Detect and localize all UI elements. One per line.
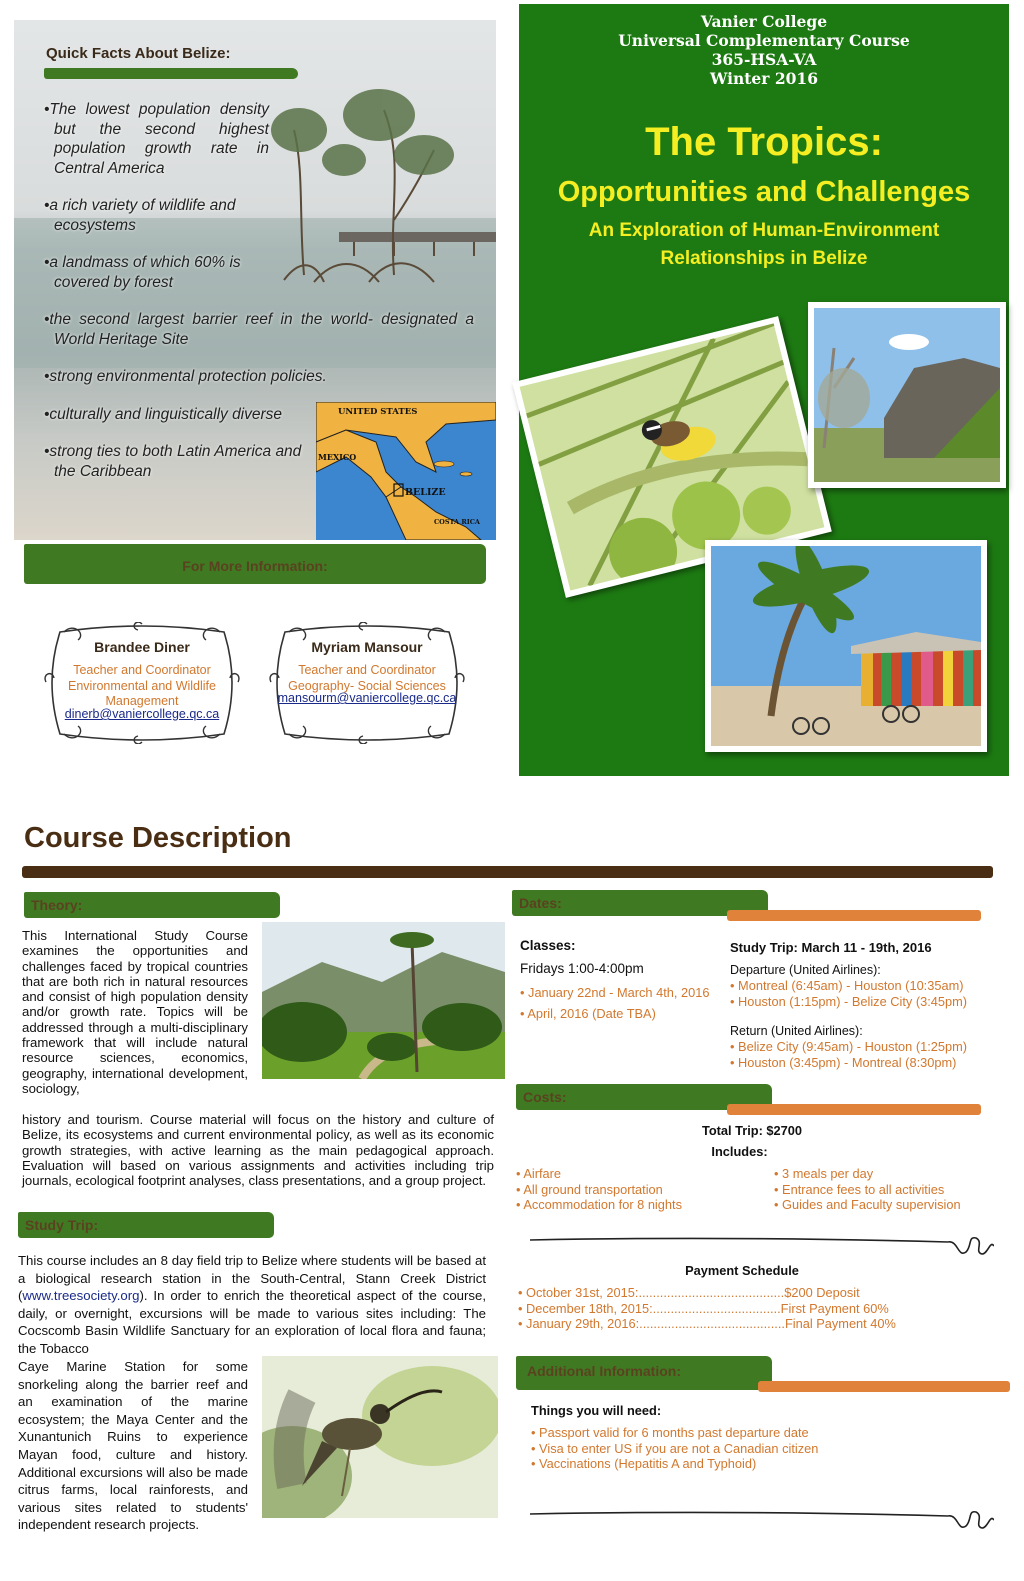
classes-time: Fridays 1:00-4:00pm — [520, 961, 644, 976]
list-item: • Houston (1:15pm) - Belize City (3:45pm) — [730, 993, 968, 1009]
dates-heading: Dates: — [519, 895, 562, 911]
list-item: • Airfare — [516, 1166, 562, 1181]
title-rule — [22, 866, 993, 878]
cover-title: The Tropics: — [645, 120, 883, 164]
contact-card-mansour — [267, 622, 467, 742]
total-trip-cost: Total Trip: $2700 — [701, 1123, 803, 1138]
contact-role: Teacher and Coordinator Geography- Social Sciences — [288, 663, 446, 693]
includes-list-right — [774, 1166, 994, 1213]
contact-email-link[interactable]: dinerb@vaniercollege.qc.ca — [64, 707, 220, 721]
course-term: Winter 2016 — [709, 69, 818, 88]
theory-heading-bar — [24, 892, 280, 918]
college-name: Vanier College — [700, 12, 828, 31]
list-item: • Houston (3:45pm) - Montreal (8:30pm) — [730, 1054, 957, 1070]
study-trip-heading: Study Trip: — [25, 1217, 99, 1233]
contact-role: Teacher and Coordinator Environmental and Wildlife Management — [68, 663, 216, 708]
decorative-divider — [528, 1502, 994, 1540]
list-item: • Accommodation for 8 nights — [516, 1197, 682, 1213]
course-description-title: Course Description — [24, 822, 292, 854]
maya-ruins-photo — [808, 302, 1006, 488]
departure-label: Departure (United Airlines): — [730, 963, 881, 977]
costs-orange-bar — [727, 1104, 981, 1115]
cover-subtitle: Opportunities and Challenges — [557, 176, 971, 208]
includes-list-left — [516, 1166, 756, 1213]
list-item: • Visa to enter US if you are not a Canadian citizen — [531, 1440, 819, 1456]
more-info-title: For More Information: — [182, 558, 328, 574]
departure-list — [730, 978, 990, 1009]
svg-text:MEXICO: MEXICO — [318, 452, 357, 462]
things-needed-label: Things you will need: — [531, 1403, 662, 1418]
fact-item: •the second largest barrier reef in the world- designated a World Heritage Site — [44, 311, 474, 348]
payment-schedule-title: Payment Schedule — [685, 1263, 799, 1278]
course-code: 365-HSA-VA — [711, 50, 817, 69]
list-item: • January 22nd - March 4th, 2016 — [520, 985, 710, 1000]
list-item: • April, 2016 (Date TBA) — [520, 1006, 656, 1021]
study-trip-text-wrap: Caye Marine Station for some snorkeling along the barrier reef and an examination of the marine ecosystem; the Maya Center and the Xunantunich Ruins to experience Mayan food, culture and history. Additional excursions will also be made citrus farms, local rainforests, and various sites related to students' independent research projects. — [18, 1359, 248, 1533]
fact-item: •The lowest population density but the second highest population growth rate in Central America — [44, 101, 269, 177]
hummingbird-photo — [262, 1356, 498, 1518]
return-list — [730, 1039, 990, 1070]
svg-text:BELIZE: BELIZE — [405, 487, 446, 498]
things-needed-list — [531, 1425, 931, 1472]
study-trip-heading-bar — [18, 1212, 274, 1238]
costs-heading: Costs: — [523, 1089, 567, 1105]
return-label: Return (United Airlines): — [730, 1024, 863, 1038]
fact-item: •strong ties to both Latin America and the Caribbean — [44, 443, 302, 480]
classes-label: Classes: — [520, 938, 576, 953]
list-item: • Vaccinations (Hepatitis A and Typhoid) — [531, 1456, 757, 1472]
quick-facts-title: Quick Facts About Belize: — [46, 45, 231, 62]
decorative-divider — [528, 1228, 994, 1260]
fact-item: •strong environmental protection policies. — [44, 368, 327, 385]
theory-heading: Theory: — [31, 897, 83, 913]
svg-text:UNITED STATES: UNITED STATES — [338, 407, 418, 417]
fact-item: •a landmass of which 60% is covered by forest — [44, 254, 241, 291]
study-trip-text: This course includes an 8 day field trip to Belize where students will be based at a biological research station in the South-Central, Stann Creek District (www.treesociety.org). In order to enrich the theoretical aspect of the course, daily, or overnight, excursions will be made to various sites including: The Cocscomb Basin Wildlife Sanctuary for an exploration of local flora and fauna; the Tobacco — [18, 1253, 486, 1356]
title-underline-bar — [44, 68, 298, 79]
theory-text-wrap: This International Study Course examines the opportunities and challenges faced by tropical countries that are both rich in natural resources and consist of high population density and/or growth rate. Topics will be addressed through a multi-disciplinary framework that will include natural resource sciences, economics, geography, international development, sociology, — [22, 928, 248, 1096]
payment-list — [518, 1285, 958, 1332]
list-item: • Entrance fees to all activities — [774, 1181, 945, 1197]
fact-item: •culturally and linguistically diverse — [44, 405, 283, 423]
list-item: • All ground transportation — [516, 1181, 663, 1197]
list-item: • Guides and Faculty supervision — [774, 1197, 961, 1213]
svg-text:COSTA RICA: COSTA RICA — [434, 518, 480, 526]
course-type: Universal Complementary Course — [618, 31, 910, 50]
list-item: • 3 meals per day — [774, 1166, 874, 1181]
list-item: • October 31st, 2015:.........................................$200 Deposit — [518, 1285, 860, 1300]
fact-item: •a rich variety of wildlife and ecosystems — [44, 197, 236, 234]
list-item: • Belize City (9:45am) - Houston (1:25pm) — [730, 1039, 968, 1054]
contact-name: Myriam Mansour — [311, 639, 423, 655]
contact-card-diner — [42, 622, 242, 742]
list-item: • Montreal (6:45am) - Houston (10:35am) — [730, 978, 964, 993]
quick-facts-panel — [14, 20, 496, 540]
additional-heading-bar — [516, 1356, 772, 1390]
cover-panel — [519, 4, 1009, 776]
additional-heading: Additional Information: — [527, 1363, 681, 1379]
list-item: • Passport valid for 6 months past departure date — [531, 1425, 809, 1440]
dates-orange-bar — [727, 910, 981, 921]
rainforest-photo — [262, 922, 505, 1079]
theory-text-full: history and tourism. Course material will focus on the history and culture of Belize, its ecosystems and current environmental policy, as well as its economic growth strategies, with active learning as the main pedagogical approach. Evaluation will based on various assignments and activities including trip journals, ecological footprint analyses, class presentations, and a group project. — [22, 1112, 494, 1189]
more-info-banner — [24, 544, 486, 584]
cover-tagline: An Exploration of Human-Environment Relationships in Belize — [588, 220, 940, 269]
treesociety-link[interactable]: www.treesociety.org — [22, 1288, 140, 1304]
belize-map-image — [316, 402, 496, 540]
contact-email-link[interactable]: mansourm@vaniercollege.qc.ca — [277, 691, 457, 705]
additional-orange-bar — [758, 1381, 1010, 1392]
beach-bar-photo — [705, 540, 987, 752]
includes-label: Includes: — [711, 1144, 768, 1159]
classes-dates-list — [520, 982, 720, 1024]
list-item: • December 18th, 2015:....................................First Payment 60% — [518, 1300, 889, 1316]
contact-name: Brandee Diner — [94, 639, 190, 655]
study-trip-dates: Study Trip: March 11 - 19th, 2016 — [730, 940, 932, 955]
list-item: • January 29th, 2016:.........................................Final Payment 40% — [518, 1316, 896, 1332]
